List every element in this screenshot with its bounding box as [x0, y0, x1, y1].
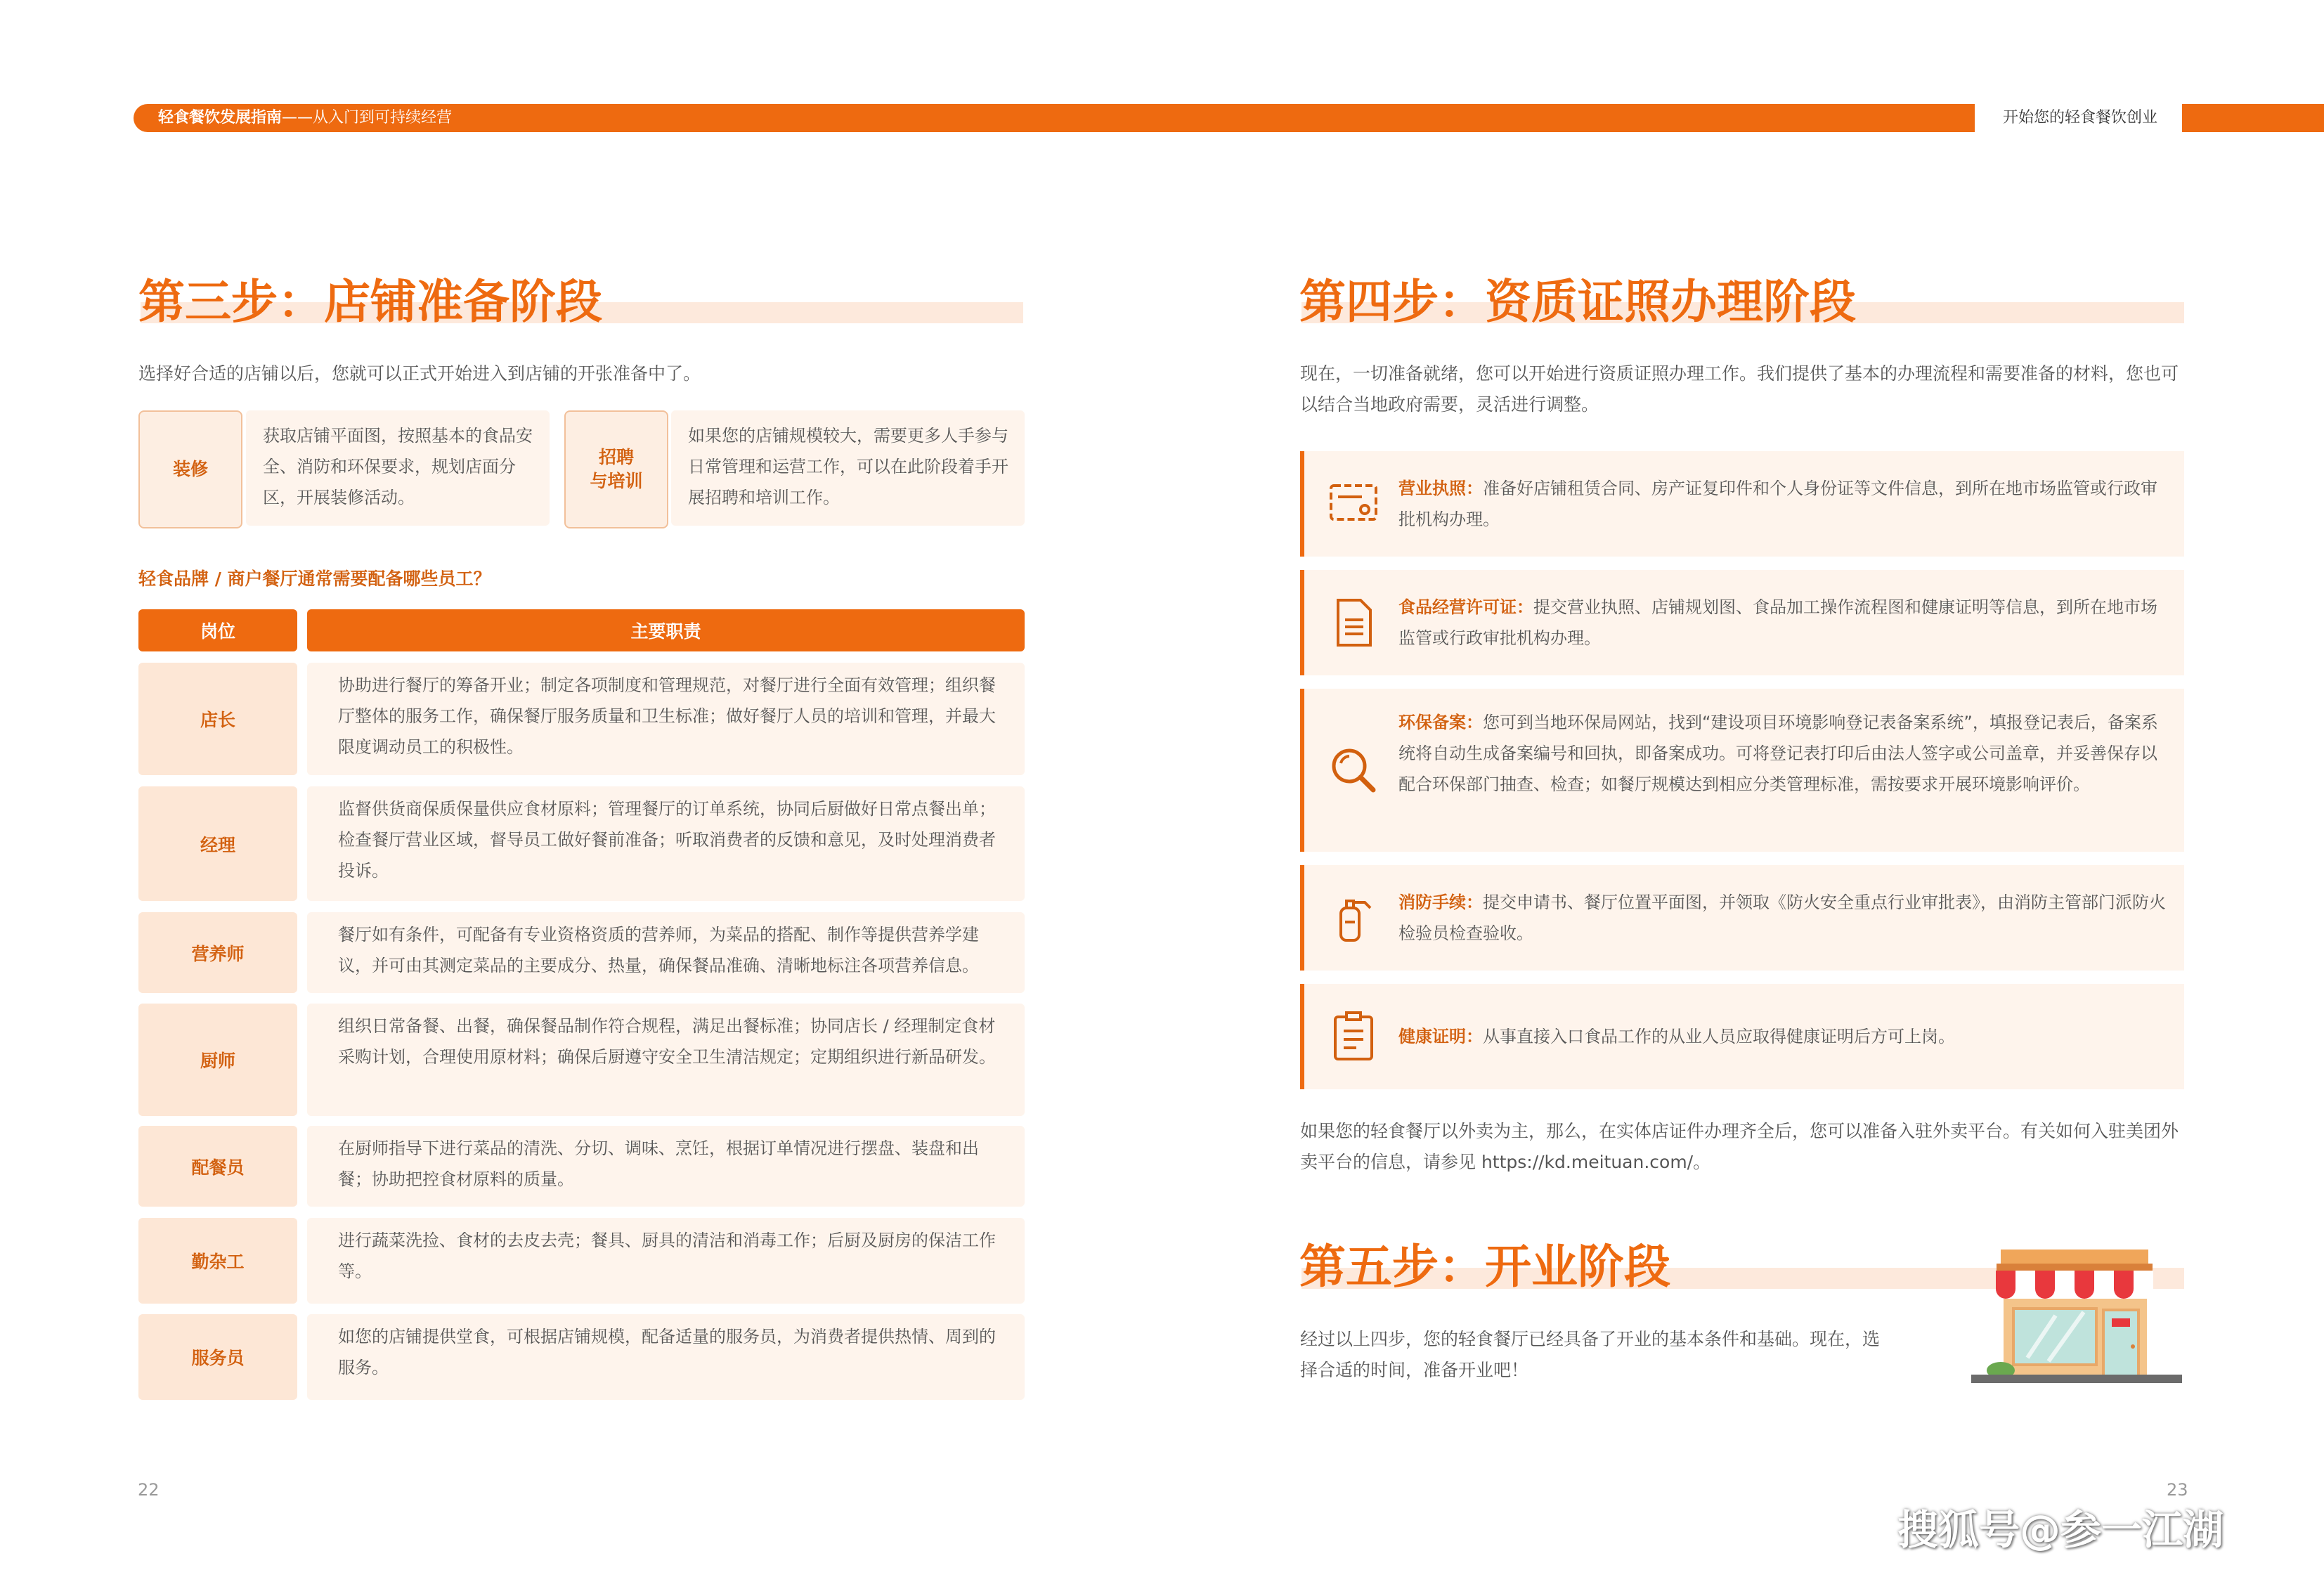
- staff-role: 服务员: [138, 1314, 297, 1400]
- staff-duty: 在厨师指导下进行菜品的清洗、分切、调味、烹饪，根据订单情况进行摆盘、装盘和出餐；协助把控食材原料的质量。: [307, 1126, 1025, 1207]
- table-header-role: 岗位: [138, 609, 297, 651]
- page-number-left: 22: [138, 1480, 160, 1500]
- step5-heading: 第五步：开业阶段: [1299, 1240, 1670, 1294]
- permit-description: 提交申请书、餐厅位置平面图，并领取《防火安全重点行业审批表》，由消防主管部门派防火检验员检查验收。: [1398, 893, 2166, 943]
- tag-decoration-desc: 获取店铺平面图，按照基本的食品安全、消防和环保要求，规划店面分区，开展装修活动。: [246, 410, 550, 526]
- step5-text: 经过以上四步，您的轻食餐厅已经具备了开业的基本条件和基础。现在，选择合适的时间，准备开业吧！: [1300, 1329, 1881, 1380]
- permit-description: 准备好店铺租赁合同、房产证复印件和个人身份证等文件信息，到所在地市场监管或行政审批机构办理。: [1398, 479, 2157, 529]
- header-bar-right: [2182, 104, 2324, 132]
- staff-duty: 进行蔬菜洗捡、食材的去皮去壳；餐具、厨具的清洁和消毒工作；后厨及厨房的保洁工作等。: [307, 1218, 1025, 1304]
- permit-card: [1300, 984, 2184, 1089]
- step3-heading: 第三步：店铺准备阶段: [138, 275, 602, 329]
- permit-text: [1398, 707, 2172, 800]
- permit-label: 营业执照：: [1398, 479, 1483, 498]
- staff-question: 轻食品牌 / 商户餐厅通常需要配备哪些员工？: [138, 569, 491, 589]
- permit-card: [1300, 570, 2184, 675]
- permit-text: [1398, 1021, 2172, 1052]
- permit-card: [1300, 865, 2184, 971]
- document-icon: [1325, 595, 1382, 651]
- magnifier-icon: [1325, 742, 1382, 798]
- permit-text: [1398, 473, 2172, 535]
- permit-label: 食品经营许可证：: [1398, 597, 1533, 617]
- permit-description: 从事直接入口食品工作的从业人员应取得健康证明后方可上岗。: [1483, 1027, 1955, 1046]
- tag-recruit-desc: 如果您的店铺规模较大，需要更多人手参与日常管理和运营工作，可以在此阶段着手开展招聘和培训工作。: [671, 410, 1025, 526]
- staff-role: 店长: [138, 663, 297, 775]
- license-icon: [1325, 476, 1382, 532]
- page-number-right: 23: [2167, 1480, 2188, 1500]
- takeaway-note: 如果您的轻食餐厅以外卖为主，那么，在实体店证件办理齐全后，您可以准备入驻外卖平台。有关如何入驻美团外卖平台的信息，请参见 https://kd.meituan.com/。: [1300, 1121, 2179, 1172]
- header-section-label: 开始您的轻食餐饮创业: [2002, 109, 2157, 126]
- permit-label: 消防手续：: [1398, 893, 1483, 912]
- permit-card: [1300, 451, 2184, 557]
- watermark: 搜狐号@参一江湖: [1897, 1506, 2224, 1554]
- staff-role: 配餐员: [138, 1126, 297, 1207]
- permit-description: 您可到当地环保局网站，找到“建设项目环境影响登记表备案系统”，填报登记表后，备案系统将自动生成备案编号和回执，即备案成功。可将登记表打印后由法人签字或公司盖章，并妥善保存以配合环保部门抽查、检查；如餐厅规模达到相应分类管理标准，需按要求开展环境影响评价。: [1398, 713, 2158, 794]
- health-certificate-icon: [1325, 1008, 1382, 1065]
- fire-extinguisher-icon: [1325, 890, 1382, 946]
- storefront-illustration: [1964, 1245, 2189, 1386]
- staff-duty: 餐厅如有条件，可配备有专业资格资质的营养师，为菜品的搭配、制作等提供营养学建议，并可由其测定菜品的主要成分、热量，确保餐品准确、清晰地标注各项营养信息。: [307, 912, 1025, 993]
- step4-heading: 第四步：资质证照办理阶段: [1299, 275, 1856, 329]
- staff-duty: 如您的店铺提供堂食，可根据店铺规模，配备适量的服务员，为消费者提供热情、周到的服务。: [307, 1314, 1025, 1400]
- tag-decoration: 装修: [138, 410, 242, 528]
- permit-card: [1300, 689, 2184, 852]
- staff-role: 经理: [138, 786, 297, 901]
- staff-role: 厨师: [138, 1004, 297, 1116]
- permit-label: 健康证明：: [1398, 1027, 1483, 1046]
- permit-description: 提交营业执照、店铺规划图、食品加工操作流程图和健康证明等信息，到所在地市场监管或行政审批机构办理。: [1398, 597, 2157, 648]
- staff-duty: 协助进行餐厅的筹备开业；制定各项制度和管理规范，对餐厅进行全面有效管理；组织餐厅整体的服务工作，确保餐厅服务质量和卫生标准；做好餐厅人员的培训和管理，并最大限度调动员工的积极性。: [307, 663, 1025, 775]
- staff-role: 营养师: [138, 912, 297, 993]
- step4-intro: 现在，一切准备就绪，您可以开始进行资质证照办理工作。我们提供了基本的办理流程和需要准备的材料，您也可以结合当地政府需要，灵活进行调整。: [1300, 363, 2179, 415]
- tag-recruit: 招聘 与培训: [564, 410, 668, 528]
- permit-text: [1398, 887, 2172, 949]
- permit-text: [1398, 592, 2172, 654]
- staff-duty: 监督供货商保质保量供应食材原料；管理餐厅的订单系统，协同后厨做好日常点餐出单；检查餐厅营业区域，督导员工做好餐前准备；听取消费者的反馈和意见，及时处理消费者投诉。: [307, 786, 1025, 901]
- permit-label: 环保备案：: [1398, 713, 1483, 732]
- step3-intro: 选择好合适的店铺以后，您就可以正式开始进入到店铺的开张准备中了。: [138, 363, 701, 384]
- table-header-duty: 主要职责: [307, 609, 1025, 651]
- header-title: 轻食餐饮发展指南——从入门到可持续经营: [158, 109, 453, 126]
- staff-duty: 组织日常备餐、出餐，确保餐品制作符合规程，满足出餐标准；协同店长 / 经理制定食材采购计划，合理使用原材料；确保后厨遵守安全卫生清洁规定；定期组织进行新品研发。: [307, 1004, 1025, 1116]
- staff-role: 勤杂工: [138, 1218, 297, 1304]
